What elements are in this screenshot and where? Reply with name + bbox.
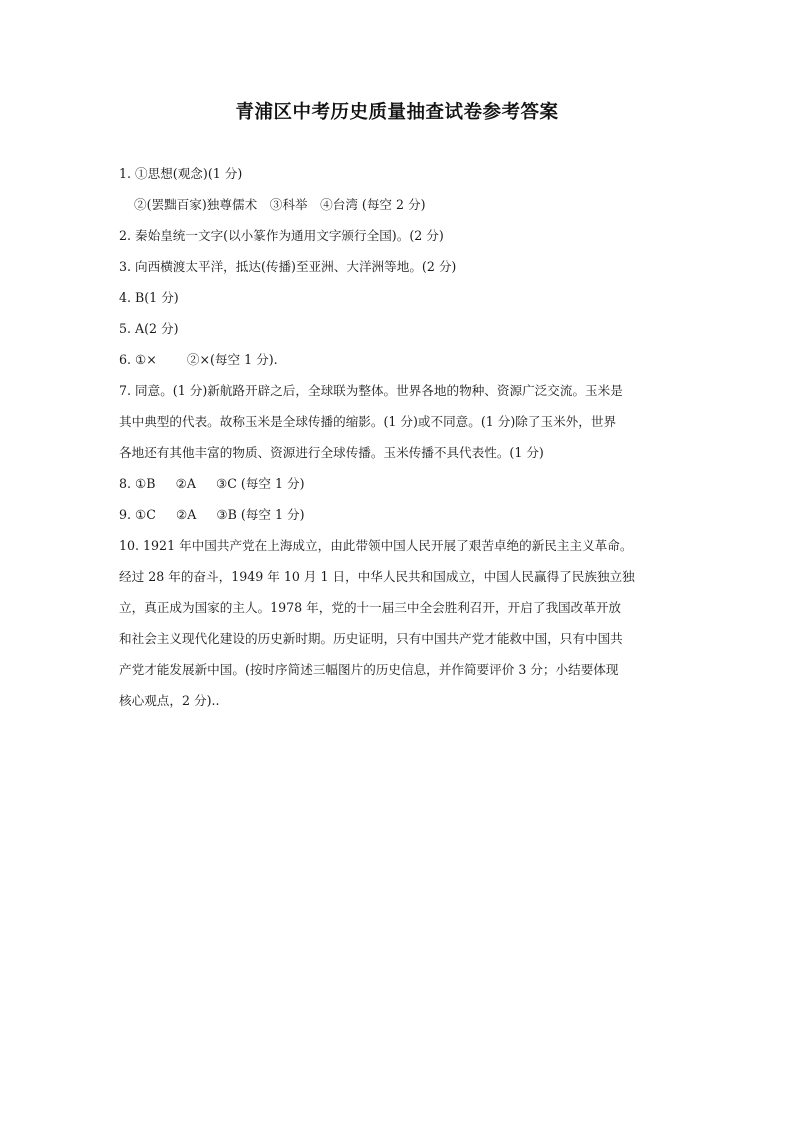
- answer-line-10c: 立，真正成为国家的主人。1978 年，党的十一届三中全会胜利召开，开启了我国改革开放: [119, 600, 622, 615]
- answer-line-5: 5. A(2 分): [119, 321, 179, 336]
- answer-9-part-b: ②A: [175, 507, 197, 522]
- answer-8-part-a: 8. ①B: [119, 476, 156, 491]
- page-title: 青浦区中考历史质量抽查试卷参考答案: [235, 102, 559, 123]
- answer-line-3: 3. 向西横渡太平洋，抵达(传播)至亚洲、大洋洲等地。(2 分): [119, 259, 457, 274]
- answer-line-10a: 10. 1921 年中国共产党在上海成立，由此带领中国人民开展了艰苦卓绝的新民主主义革命。: [119, 538, 633, 553]
- answer-line-1-cont: ②(罢黜百家)独尊儒术 ③科举 ④台湾 (每空 2 分): [134, 197, 426, 212]
- answer-line-10d: 和社会主义现代化建设的历史新时期。历史证明，只有中国共产党才能救中国，只有中国共: [119, 631, 623, 646]
- answer-line-1: 1. ①思想(观念)(1 分): [119, 166, 243, 181]
- answer-line-4: 4. B(1 分): [119, 290, 179, 305]
- answer-line-7b: 其中典型的代表。故称玉米是全球传播的缩影。(1 分)或不同意。(1 分)除了玉米外，世界: [119, 414, 617, 429]
- answer-9-part-a: 9. ①C: [119, 507, 156, 522]
- answer-line-2: 2. 秦始皇统一文字(以小篆作为通用文字颁行全国)。(2 分): [119, 228, 444, 243]
- answer-list: [119, 158, 679, 716]
- answer-6-part-b: ②×(每空 1 分).: [186, 352, 278, 367]
- answer-line-10e: 产党才能发展新中国。(按时序简述三幅图片的历史信息，并作简要评价 3 分；小结要体现: [119, 662, 619, 677]
- answer-line-9: [119, 499, 679, 530]
- answer-line-7c: 各地还有其他丰富的物质、资源进行全球传播。玉米传播不具代表性。(1 分): [119, 445, 544, 460]
- answer-9-part-c: ③B (每空 1 分): [216, 507, 305, 522]
- answer-8-part-b: ②A: [175, 476, 196, 491]
- answer-line-6: [119, 344, 679, 375]
- answer-6-part-a: 6. ①×: [119, 352, 157, 367]
- answer-8-part-c: ③C (每空 1 分): [215, 476, 305, 491]
- answer-line-10b: 经过 28 年的奋斗，1949 年 10 月 1 日，中华人民共和国成立，中国人民赢得了民族独立独: [119, 569, 635, 584]
- answer-line-7a: 7. 同意。(1 分)新航路开辟之后，全球联为整体。世界各地的物种、资源广泛交流。玉米是: [119, 383, 623, 398]
- answer-line-8: [119, 468, 679, 499]
- answer-line-10f: 核心观点，2 分)..: [119, 693, 220, 708]
